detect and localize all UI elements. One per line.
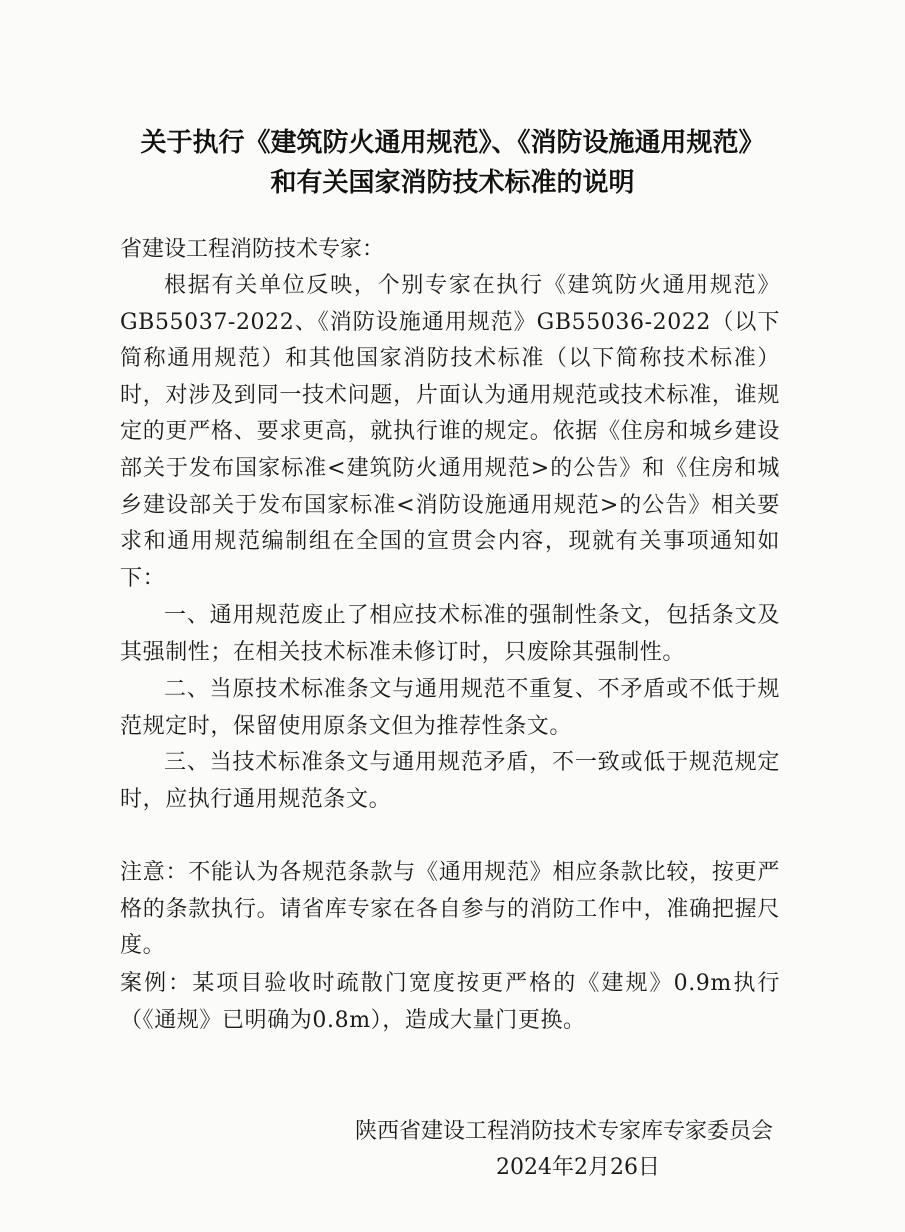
case-paragraph: 案例：某项目验收时疏散门宽度按更严格的《建规》0.9m执行（《通规》已明确为0.8m），造成大量门更换。 [120, 971, 780, 1033]
signature-organization: 陕西省建设工程消防技术专家库专家委员会 [354, 1119, 773, 1144]
item-one-paragraph: 一、通用规范废止了相应技术标准的强制性条文，包括条文及其强制性；在相关技术标准未修订时，只废除其强制性。 [120, 603, 780, 665]
document-title-line-2: 和有关国家消防技术标准的说明 [270, 168, 635, 198]
note-paragraph: 注意：不能认为各规范条款与《通用规范》相应条款比较，按更严格的条款执行。请省库专家在各自参与的消防工作中，准确把握尺度。 [120, 860, 780, 959]
signature-date: 2024年2月26日 [496, 1155, 660, 1180]
item-three-paragraph: 三、当技术标准条文与通用规范矛盾，不一致或低于规范规定时，应执行通用规范条文。 [120, 750, 780, 812]
salutation: 省建设工程消防技术专家： [120, 237, 385, 262]
item-two-paragraph: 二、当原技术标准条文与通用规范不重复、不矛盾或不低于规范规定时，保留使用原条文但为推荐性条文。 [120, 677, 780, 739]
main-paragraph: 根据有关单位反映，个别专家在执行《建筑防火通用规范》GB55037-2022、《消防设施通用规范》GB55036-2022（以下简称通用规范）和其他国家消防技术标准（以下简称技术标准）时，对涉及到同一技术问题，片面认为通用规范或技术标准，谁规定的更严格、要求更高，就执行谁的规定。依据《住房和城乡建设部关于发布国家标准<建筑防火通用规范>的公告》和《住房和城乡建设部关于发布国家标准<消防设施通用规范>的公告》相关要求和通用规范编制组在全国的宣贯会内容，现就有关事项通知如下： [120, 273, 780, 591]
document-title-line-1: 关于执行《建筑防火通用规范》、《消防设施通用规范》 [140, 128, 765, 158]
